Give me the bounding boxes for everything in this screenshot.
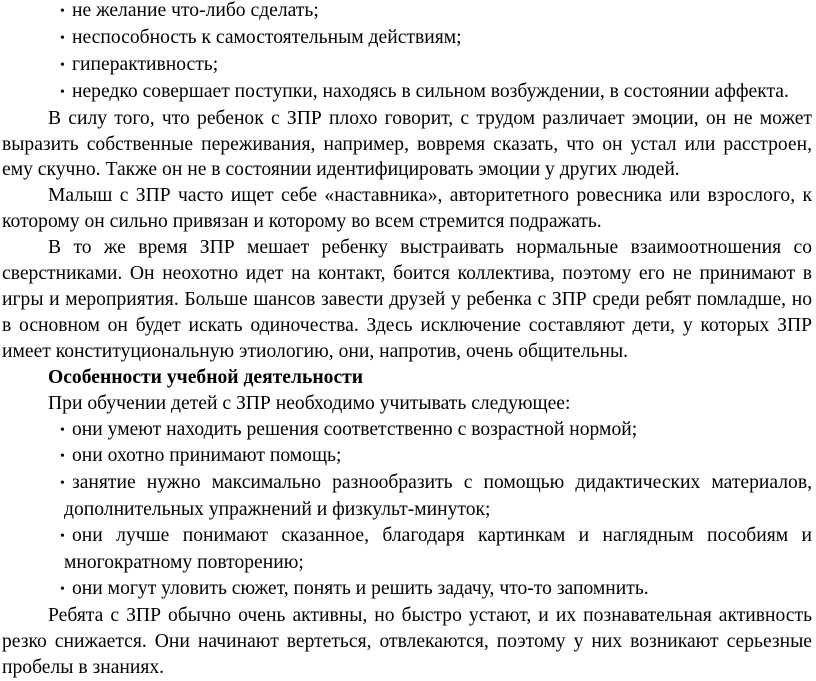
closing-paragraph: Ребята с ЗПР обычно очень активны, но быстро устают, и их познавательная активность резко снижается. Они начинают вертеться, отвлекаются, поэтому у них возникают серьезные пробелы в знаниях.: [2, 604, 812, 678]
paragraph: Малыш с ЗПР часто ищет себе «наставника», авторитетного ровесника или взрослого, к которому он сильно привязан и которому во всем стремится подражать.: [2, 185, 812, 233]
bullet-text: они лучше понимают сказанное, благодаря картинкам и наглядным пособиям и многократному повторению;: [64, 525, 812, 574]
bullet-item: [2, 523, 812, 576]
bullet-icon: •: [60, 476, 65, 492]
bullet-icon: •: [60, 422, 65, 438]
section-heading: Особенности учебной деятельности: [48, 366, 364, 388]
bullet-text: они охотно принимают помощь;: [72, 445, 342, 467]
bullet-text: они умеют находить решения соответственно с возрастной нормой;: [72, 418, 638, 440]
bullet-icon: •: [60, 30, 65, 46]
bullet-icon: •: [60, 449, 65, 465]
bullet-item: [2, 443, 812, 470]
bullet-item: [2, 52, 812, 79]
paragraph: В силу того, что ребенок с ЗПР плохо говорит, с трудом различает эмоции, он не может выразить собственные переживания, например, вовремя сказать, что он устал или расстроен, ему скучно. Также он не в состоянии идентифицировать эмоции у других людей.: [2, 107, 812, 181]
bullet-text: они могут уловить сюжет, понять и решить задачу, что-то запомнить.: [72, 577, 649, 599]
bullet-item: [2, 576, 812, 603]
bullet-icon: •: [60, 57, 65, 73]
bullet-text: гиперактивность;: [72, 53, 219, 75]
bullet-item: [2, 470, 812, 523]
bullet-icon: •: [60, 581, 65, 597]
intro-line: При обучении детей с ЗПР необходимо учитывать следующее:: [48, 392, 571, 414]
bullet-icon: •: [60, 4, 65, 19]
bullet-text: занятие нужно максимально разнообразить с помощью дидактических материалов, дополнительных упражнений и физкульт-минуток;: [64, 472, 812, 521]
bullet-item: [2, 417, 812, 444]
bullet-icon: •: [60, 529, 65, 545]
bullet-text: неспособность к самостоятельным действиям;: [72, 26, 462, 48]
paragraph: В то же время ЗПР мешает ребенку выстраивать нормальные взаимоотношения со сверстниками. Он неохотно идет на контакт, боится коллектива, поэтому его не принимают в игры и мероприятия. Больше шансов завести друзей у ребенка с ЗПР среди ребят помладше, но в основном он будет искать одиночества. Здесь исключение составляют дети, у которых ЗПР имеет конституциональную этиологию, они, напротив, очень общительны.: [2, 237, 812, 362]
bullet-text: нередко совершает поступки, находясь в сильном возбуждении, в состоянии аффекта.: [72, 80, 789, 102]
bullet-item: [2, 0, 812, 25]
bullet-item: [2, 25, 812, 52]
bullet-item: [2, 79, 812, 106]
bullet-icon: •: [60, 84, 65, 100]
bullet-text: не желание что-либо сделать;: [72, 0, 319, 21]
